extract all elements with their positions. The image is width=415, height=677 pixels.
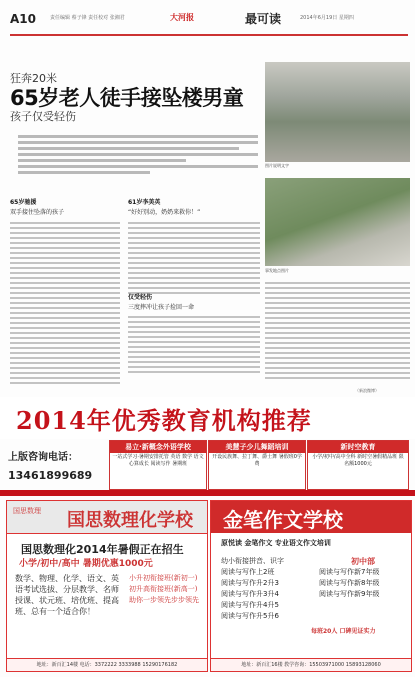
list-item: 阅读与写作新9年级 — [319, 590, 380, 598]
list-item: 阅读与写作升3升4 — [221, 590, 279, 598]
page-header — [10, 4, 408, 36]
ad-jinbi — [210, 500, 412, 672]
section-a-subtitle: 双手接住坠落的孩子 — [10, 209, 65, 216]
issue-date: 2014年6月19日 星期四 — [300, 15, 354, 21]
column-3-text — [128, 316, 260, 376]
ad-headline: 2014年优秀教育机构推荐 — [16, 406, 312, 435]
ad-jinbi-subtitle: 原悦读 金笔作文 专业语文作文培训 — [221, 539, 331, 547]
section-b-subtitle: “好好别动，奶奶来救你！” — [128, 209, 201, 216]
section-a-title: 65岁驰援 — [10, 199, 37, 206]
section-c-title: 仅受轻伤 — [128, 294, 153, 301]
article-kicker: 狂奔20米 — [10, 72, 57, 85]
ad-jinbi-middle — [319, 556, 407, 600]
consult-label: 上版咨询电话： — [8, 452, 78, 463]
ad-guosi-logo: 国思数理 — [13, 507, 41, 515]
list-item: 幼小衔接拼音、识字 — [221, 557, 284, 565]
section-b-title: 61岁李美英 — [128, 199, 161, 206]
page-number: A10 — [10, 12, 36, 26]
ad-box-meihuizi — [208, 440, 306, 490]
ad-box-yili — [109, 440, 207, 490]
ad-guosi-header — [7, 501, 207, 534]
ad-jinbi-header — [211, 501, 411, 533]
section-c-subtitle: 三度摔冲让孩子捡回一命 — [128, 304, 195, 311]
article-byline: （新浪微博） — [355, 388, 379, 393]
ad-guosi-title: 国思数理化学校 — [67, 510, 193, 531]
ad-box-xinshikong-text: 小学/初中/高中全科 新时空暑假精品班 限名额1000元 — [312, 454, 404, 467]
ad-jinbi-mid-head: 初中部 — [351, 557, 375, 566]
column-2-text — [128, 222, 260, 297]
list-item: 阅读与写作新8年级 — [319, 579, 380, 587]
list-item: 阅读与写作上2班 — [221, 568, 275, 576]
list-item: 阅读与写作升2升3 — [221, 579, 279, 587]
article-subhead: 孩子仅受轻伤 — [10, 110, 76, 123]
ad-guosi-footer: 地址：新百汇14楼 电话：3372222 3333988 15290176182 — [7, 658, 207, 671]
ad-guosi-classes: 小升初衔接班(新初一) 初升高衔接班(新高一) 助你一步领先步步领先 — [129, 574, 199, 604]
consult-phone: 13461899689 — [8, 469, 93, 482]
ad-jinbi-footer: 地址：新百汇16楼 教学咨询：15503971000 15893128060 — [211, 658, 411, 671]
photo-scene — [265, 178, 410, 266]
list-item: 阅读与写作升4升5 — [221, 601, 279, 609]
ad-box-xinshikong-title: 新时空教育 — [308, 441, 408, 453]
ad-box-meihuizi-text: 开设民族舞、拉丁舞、爵士舞 暑假班0学费 — [212, 454, 302, 467]
divider-band — [0, 490, 415, 496]
paper-logo: 大河报 — [170, 13, 194, 22]
ad-banner — [0, 397, 415, 439]
ad-guosi-line1: 国思数理化2014年暑假正在招生 — [21, 543, 184, 556]
photo2-caption: 事发地点图片 — [265, 268, 289, 273]
ad-jinbi-slogan: 每班20人 口碑见证实力 — [311, 628, 376, 635]
photo1-caption: 图片说明文字 — [265, 163, 289, 168]
ad-guosi-line2: 小学/初中/高中 暑期优惠1000元 — [19, 559, 153, 569]
list-item: 阅读与写作升5升6 — [221, 612, 279, 620]
article-headline: 65岁老人徒手接坠楼男童 — [10, 86, 244, 110]
ad-guosi-courses: 数学、物理、化学、语文、英语考试选拔、分层教学、名师授课、状元班、培优班、提高班、总有一个适合你！ — [15, 574, 119, 616]
ad-box-yili-text: 一站式学习·暑期安排托管 英语 数学 语文 心算成长 阅读写作 暑期班 — [112, 454, 204, 467]
lead-paragraph — [18, 133, 258, 177]
column-1-text — [10, 222, 120, 387]
ad-box-yili-title: 易立·新概念外语学校 — [110, 441, 206, 453]
column-4-text — [265, 282, 410, 382]
section-title: 最可读 — [245, 12, 282, 26]
consult-block — [8, 448, 108, 482]
ad-box-xinshikong — [307, 440, 409, 490]
editors-line: 责任编辑 蔡子锋 责任校对 张湘君 — [50, 15, 125, 21]
ad-box-meihuizi-title: 美慧子少儿舞蹈培训 — [209, 441, 305, 453]
ad-jinbi-list — [221, 556, 316, 622]
ad-guosi — [6, 500, 208, 672]
photo-grandmother — [265, 62, 410, 162]
list-item: 阅读与写作新7年级 — [319, 568, 380, 576]
ad-jinbi-title: 金笔作文学校 — [223, 508, 343, 532]
